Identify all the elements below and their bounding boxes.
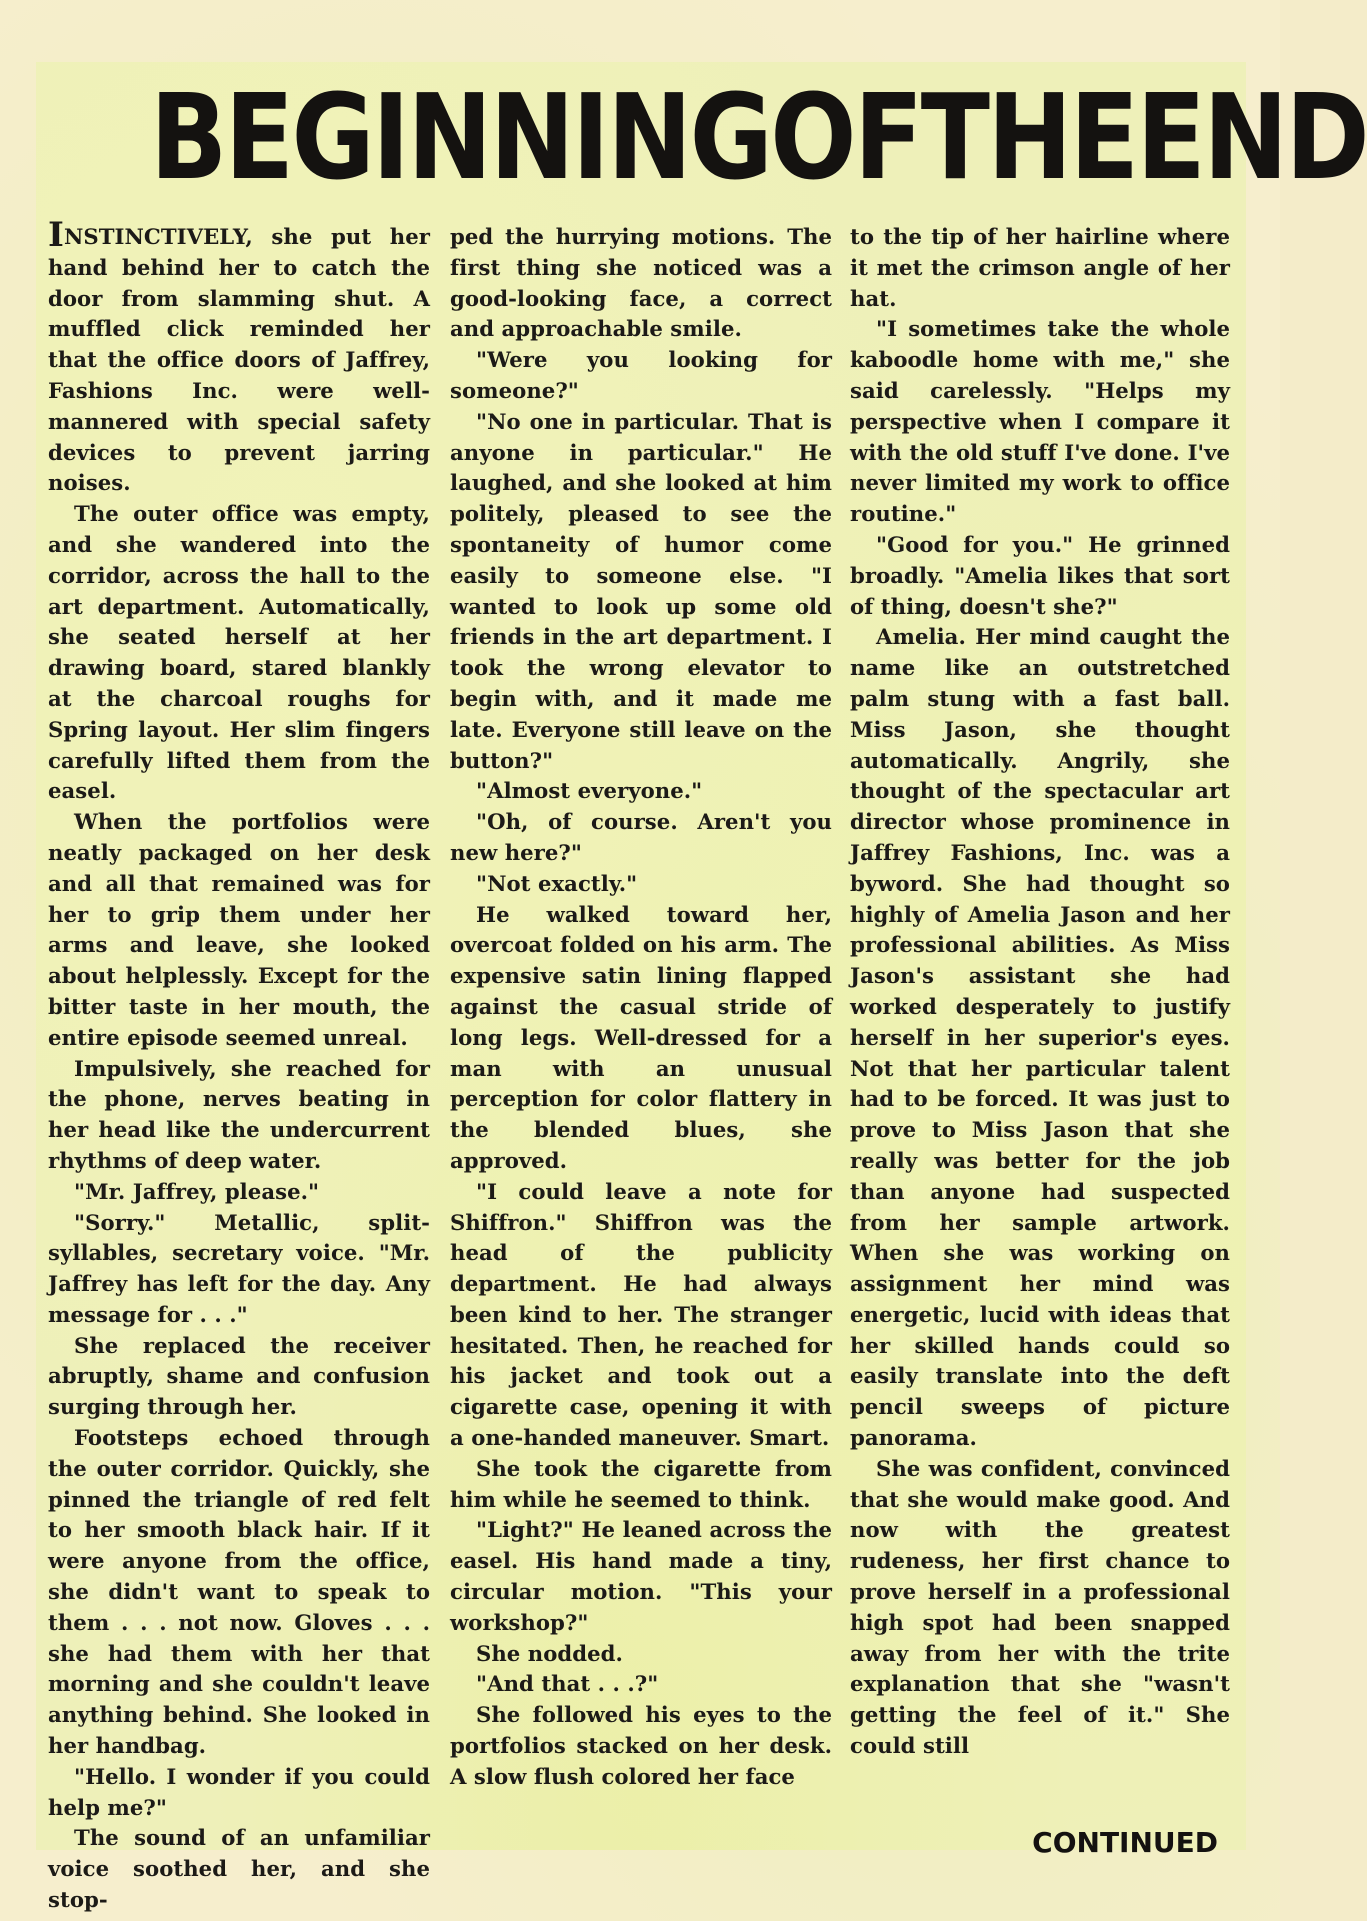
paragraph [48,215,430,499]
paragraph: "Light?" He leaned across the easel. His hand made a tiny, circular motion. "This your workshop?" [450,1517,832,1635]
paragraph: "Oh, of course. Aren't you new here?" [450,809,832,865]
paragraph: She replaced the receiver abruptly, shame and confusion surging through her. [48,1332,430,1420]
paragraph: The sound of an unfamiliar voice soothed her, and she stop- [48,1825,430,1913]
text-column-2 [450,222,832,1793]
paragraph: Footsteps echoed through the outer corridor. Quickly, she pinned the triangle of red felt to her smooth black hair. If it were anyone from the office, she didn't want to speak to them . . . not now. Gloves . . . she had them with her that morning and she couldn't leave anything behind. She looked in her handbag. [48,1425,430,1759]
paragraph: to the tip of her hairline where it met the crimson angle of her hat. [850,224,1230,311]
text-column-3 [850,222,1230,1762]
paragraph-text: NSTINCTIVELY, she put her hand behind her to catch the door from slamming shut. A muffled click reminded her that the office doors of Jaffrey, Fashions Inc. were well-mannered with special safety devices to prevent jarring noises. [48,224,430,496]
paragraph: "I sometimes take the whole kaboodle home with me," she said carelessly. "Helps my perspective when I compare it with the old stuff I've done. I've never limited my work to office routine." [850,316,1230,527]
story-title [121,62,1367,212]
paragraph: "Almost everyone." [476,778,703,804]
paragraph: "Mr. Jaffrey, please." [74,1178,320,1204]
paragraph: Amelia. Her mind caught the name like an outstretched palm stung with a fast ball. Miss Jason, she thought automatically. Angrily, she thought of the spectacular art director whose prominence in Jaffrey Fashions, Inc. was a byword. She had thought so highly of Amelia Jason and her professional abilities. As Miss Jason's assistant she had worked desperately to justify herself in her superior's eyes. Not that her particular talent had to be forced. It was just to prove to Miss Jason that she really was better for the job than anyone had suspected from her sample artwork. When she was working on assignment her mind was energetic, lucid with ideas that her skilled hands could so easily translate into the deft pencil sweeps of picture panorama. [850,624,1230,1451]
title-word: END [1136,68,1367,206]
paragraph: "And that . . .?" [476,1671,659,1697]
paragraph: Impulsively, she reached for the phone, nerves beating in her head like the undercurrent rhythms of deep water. [48,1055,430,1173]
text-column-1 [48,215,430,1916]
paragraph: "Not exactly." [476,870,638,896]
title-word: OF [770,68,921,206]
paragraph: ped the hurrying motions. The first thing she noticed was a good-looking face, a correct and approachable smile. [450,224,832,342]
continued-label: CONTINUED [1032,1826,1218,1859]
paragraph: She followed his eyes to the portfolios stacked on her desk. A slow flush colored her face [450,1702,832,1789]
paragraph: "Sorry." Metallic, split-syllables, secretary voice. "Mr. Jaffrey has left for the day. Any message for . . ." [48,1209,430,1327]
drop-cap: I [48,215,64,255]
title-word: BEGINNING [149,68,771,206]
paragraph: The outer office was empty, and she wandered into the corridor, across the hall to the art department. Automatically, she seated herself at her drawing board, stared blankly at the charcoal roughs for Spring layout. Her slim fingers carefully lifted them from the easel. [48,501,430,804]
paragraph: "No one in particular. That is anyone in particular." He laughed, and she looked at him politely, pleased to see the spontaneity of humor come easily to someone else. "I wanted to look up some old friends in the art department. I took the wrong elevator to begin with, and it made me late. Everyone still leave on the button?" [450,408,832,773]
paragraph: "Hello. I wonder if you could help me?" [48,1763,430,1820]
paragraph: "Were you looking for someone?" [450,347,832,403]
paragraph: She nodded. [476,1640,623,1666]
paragraph: When the portfolios were neatly packaged on her desk and all that remained was for her to grip them under her arms and leave, she looked about helplessly. Except for the bitter taste in her mouth, the entire episode seemed unreal. [48,809,430,1050]
paragraph: "I could leave a note for Shiffron." Shiffron was the head of the publicity department. He had always been kind to her. The stranger hesitated. Then, he reached for his jacket and took out a cigarette case, opening it with a one-handed maneuver. Smart. [450,1178,832,1451]
paragraph: She took the cigarette from him while he seemed to think. [450,1455,832,1512]
title-word: THE [920,68,1137,206]
paragraph: He walked toward her, overcoat folded on his arm. The expensive satin lining flapped against the casual stride of long legs. Well-dressed for a man with an unusual perception for color flattery in the blended blues, she approved. [450,901,832,1173]
paragraph: "Good for you." He grinned broadly. "Amelia likes that sort of thing, doesn't she?" [850,531,1230,619]
paragraph: She was confident, convinced that she would make good. And now with the greatest rudeness, her first chance to prove herself in a professional high spot had been snapped away from her with the trite explanation that she "wasn't getting the feel of it." She could still [850,1455,1230,1759]
